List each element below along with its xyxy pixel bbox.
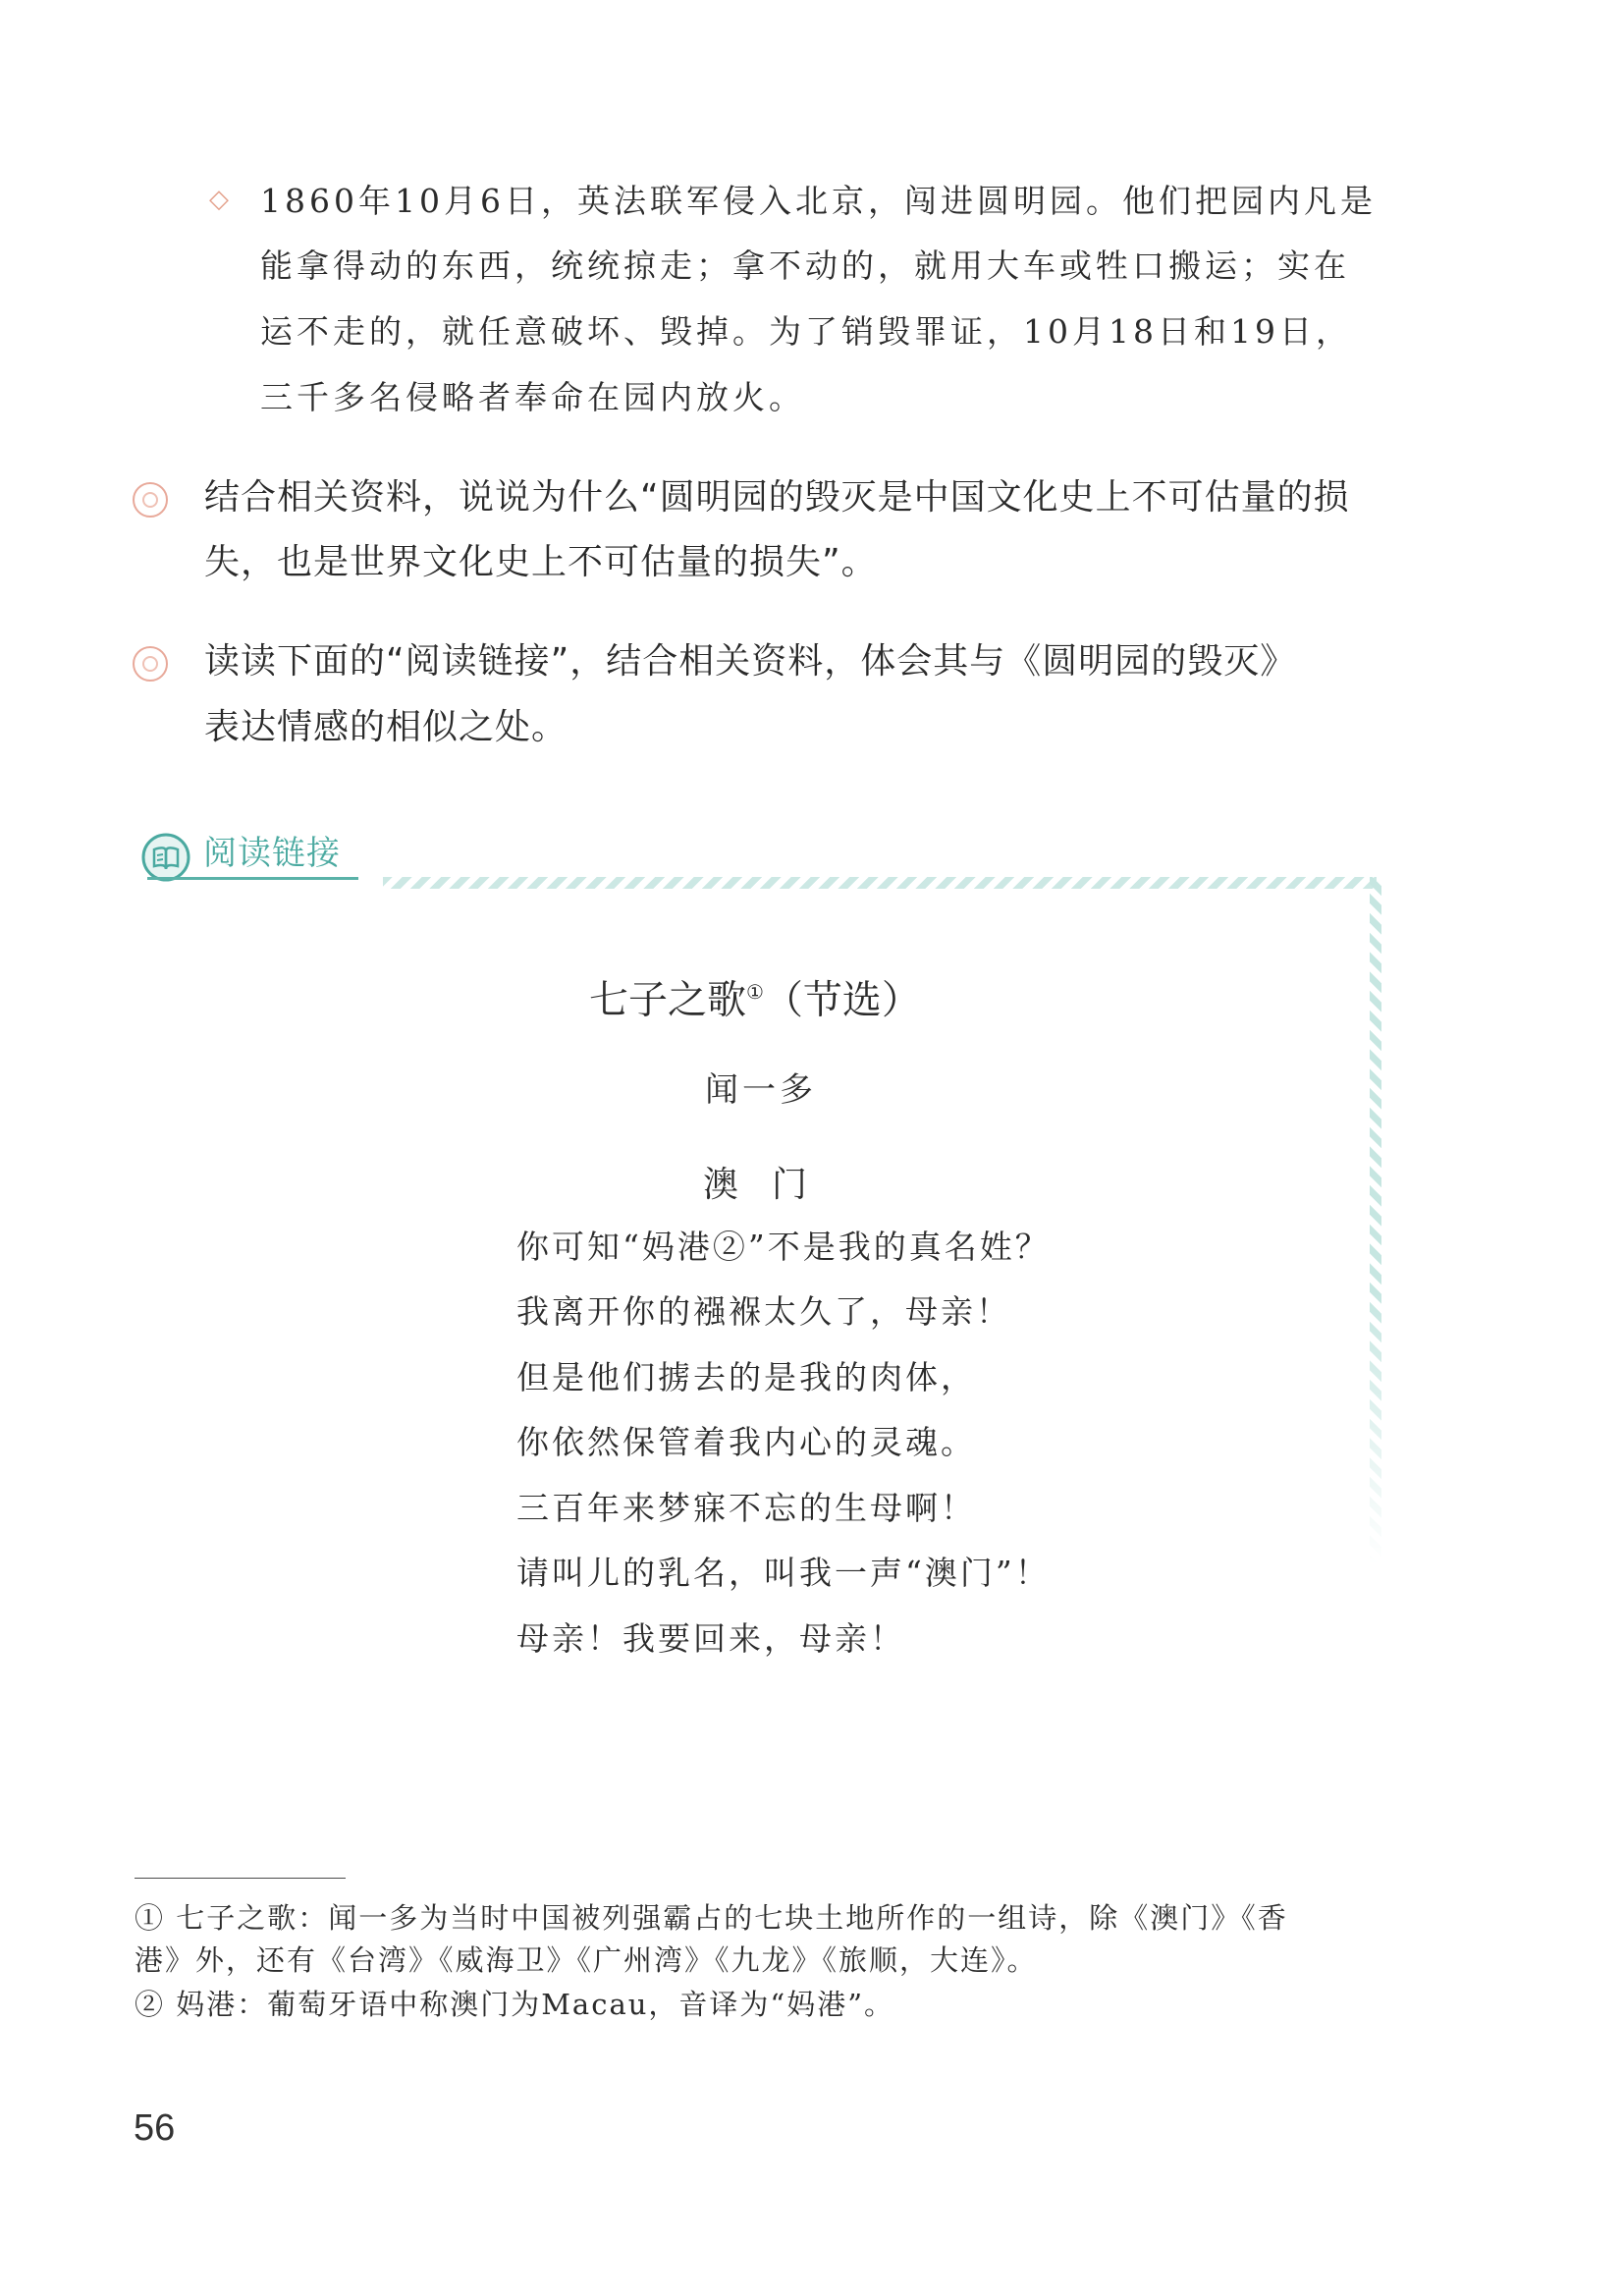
poem-line: 但是他们掳去的是我的肉体， [516, 1358, 976, 1396]
poem-line: 你可知“妈港②”不是我的真名姓？ [516, 1228, 1051, 1266]
poem-section-title: 澳门 [703, 1165, 841, 1205]
poem-author: 闻一多 [705, 1070, 817, 1110]
poem-title-text: 七子之歌 [589, 977, 746, 1023]
note-line: 三千多名侵略者奉命在园内放火。 [260, 378, 805, 416]
reading-link-book-icon [140, 832, 191, 883]
dashed-border-right [1370, 877, 1381, 1564]
question-2-line: 表达情感的相似之处。 [204, 707, 568, 747]
poem-line: 三百年来梦寐不忘的生母啊！ [516, 1489, 976, 1527]
note-line: 能拿得动的东西，统统掠走；拿不动的，就用大车或牲口搬运；实在 [260, 246, 1350, 285]
note-line: 1860年10月6日，英法联军侵入北京，闯进圆明园。他们把园内凡是 [260, 182, 1377, 220]
footnote-line: ① 七子之歌：闻一多为当时中国被列强霸占的七块土地所作的一组诗，除《澳门》《香 [135, 1901, 1288, 1935]
question-2-line: 读读下面的“阅读链接”，结合相关资料，体会其与《圆明园的毁灭》 [204, 641, 1297, 682]
diamond-bullet-icon: ◇ [209, 185, 229, 214]
footnote-divider [135, 1878, 346, 1879]
poem-line: 我离开你的襁褓太久了，母亲！ [516, 1292, 1011, 1331]
poem-title [589, 967, 921, 1024]
question-1-line: 失，也是世界文化史上不可估量的损失”。 [204, 542, 878, 582]
footnote-ref-1: ① [746, 980, 764, 1004]
dashed-border-top [383, 877, 1377, 889]
note-line: 运不走的，就任意破坏、毁掉。为了销毁罪证，10月18日和19日， [260, 312, 1352, 351]
footnote-line: ② 妈港：葡萄牙语中称澳门为Macau，音译为“妈港”。 [135, 1988, 895, 2021]
page-number: 56 [134, 2107, 176, 2149]
poem-line: 你依然保管着我内心的灵魂。 [516, 1423, 976, 1461]
poem-title-suffix: （节选） [763, 977, 921, 1023]
reading-link-underline [147, 877, 358, 880]
question-marker-icon [133, 482, 168, 518]
footnote-line: 港》外，还有《台湾》《威海卫》《广州湾》《九龙》《旅顺，大连》。 [135, 1943, 1038, 1977]
poem-line: 请叫儿的乳名，叫我一声“澳门”！ [516, 1554, 1051, 1592]
reading-link-title: 阅读链接 [203, 834, 341, 873]
question-1-line: 结合相关资料，说说为什么“圆明园的毁灭是中国文化史上不可估量的损 [204, 477, 1350, 518]
poem-line: 母亲！我要回来，母亲！ [516, 1619, 905, 1658]
question-marker-icon [133, 646, 168, 682]
